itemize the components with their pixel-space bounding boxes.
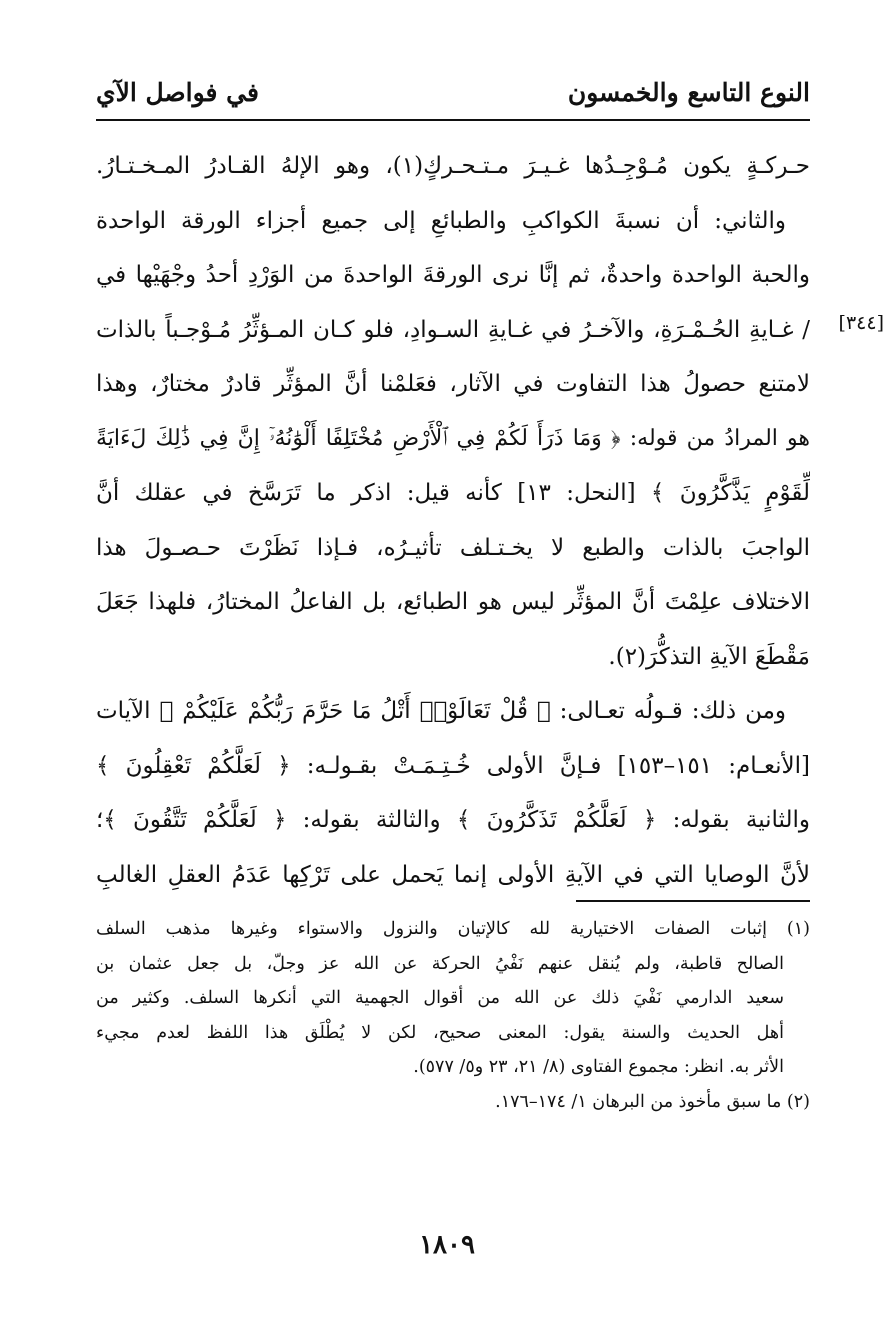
text-line: [الأنعـام: ١٥١–١٥٣] فـإنَّ الأولى خُـتِـمَـتْ بقـولـه: ﴿ لَعَلَّكُمْ تَعْقِلُونَ ﴾ <box>96 752 810 779</box>
footnotes <box>96 912 810 1119</box>
text-line: ومن ذلك: قـولُه تعـالى: ﴿ قُلْ تَعَالَوْا۟ أَتْلُ مَا حَرَّمَ رَبُّكُمْ عَلَيْكُمْ ﴾ الآيات <box>96 698 786 724</box>
text-line: الاختلاف علِمْتَ أنَّ المؤثِّر ليس هو الطبائع، بل الفاعلُ المختارُ، فلهذا جَعَلَ <box>96 589 810 615</box>
text-line: والحبة الواحدة واحدةٌ، ثم إنَّا نرى الورقةَ الواحدةَ من الوَرْدِ أحدُ وجْهَيْها في <box>96 262 810 288</box>
text-line: لِّقَوْمٍ يَذَّكَّرُونَ ﴾ [النحل: ١٣] كأنه قيل: اذكر ما تَرَسَّخ في عقلك أنَّ <box>96 480 810 506</box>
chapter-title: النوع التاسع والخمسون <box>567 78 810 107</box>
header-divider <box>96 119 810 121</box>
section-title: في فواصل الآي <box>96 78 259 107</box>
footnote-line: أهل الحديث والسنة يقول: المعنى صحيح، لكن لا يُطْلَق هذا اللفظ لعدم مجيء <box>96 1022 784 1043</box>
footnote-line: الصالح قاطبة، ولم يُنقل عنهم نَفْيُ الحركة عن الله عز وجلّ، بل جعل عثمان بن <box>96 953 784 974</box>
footnote-line: (١) إثبات الصفات الاختيارية لله كالإتيان والنزول والاستواء وغيرها مذهب السلف <box>96 919 810 939</box>
main-text <box>96 139 810 902</box>
text-line: والثاني: أن نسبةَ الكواكبِ والطبائعِ إلى جميع أجزاء الورقة الواحدة <box>96 207 786 234</box>
text-line: هو المرادُ من قوله: ﴿ وَمَا ذَرَأَ لَكُمْ فِي ٱلْأَرْضِ مُخْتَلِفًا أَلْوَٰنُهُۥٓ إِنَّ فِي ذَٰلِكَ لَءَايَةً <box>96 425 810 451</box>
footnote-line: (٢) ما سبق مأخوذ من البرهان ١/ ١٧٤–١٧٦. <box>495 1091 810 1112</box>
running-header <box>96 74 810 114</box>
text-line: مَقْطَعَ الآيةِ التذكُّرَ(٢). <box>608 643 810 670</box>
text-line: حـركـةٍ يكون مُـوْجِـدُها غـيـرَ مـتـحـركٍ(١)، وهو الإلهُ القـادرُ المـخـتـارُ. <box>96 153 810 179</box>
page-number: ١٨٠٩ <box>419 1230 475 1260</box>
text-line: لامتنع حصولُ هذا التفاوت في الآثار، فعَلمْنا أنَّ المؤثِّر قادرٌ مختارٌ، وهذا <box>96 371 810 397</box>
text-line: والثانية بقوله: ﴿ لَعَلَّكُمْ تَذَكَّرُونَ ﴾ والثالثة بقوله: ﴿ لَعَلَّكُمْ تَتَّقُونَ ﴾؛ <box>96 807 810 833</box>
footnote-line: سعيد الدارمي نَفْيَ ذلك عن الله من أقوال الجهمية التي أنكرها السلف. وكثير من <box>96 988 784 1008</box>
footnote-line: الأثر به. انظر: مجموع الفتاوى (٨/ ٢١، ٢٣ و٥/ ٥٧٧). <box>413 1057 784 1077</box>
text-line: الواجبَ بالذات والطبع لا يخـتـلف تأثيـرُه، فـإذا نَظَرْتَ حـصـولَ هذا <box>96 534 810 561</box>
margin-page-reference: [٣٤٤] <box>838 312 884 334</box>
footnote-divider <box>576 900 810 902</box>
text-line: / غـايةِ الحُـمْـرَةِ، والآخـرُ في غـايةِ السـوادِ، فلو كـان المـؤثِّرُ مُـوْجـباً بالذات <box>96 316 810 343</box>
text-line: لأنَّ الوصايا التي في الآيةِ الأولى إنما يَحمل على تَرْكِها عَدَمُ العقلِ الغالبِ <box>96 861 810 888</box>
